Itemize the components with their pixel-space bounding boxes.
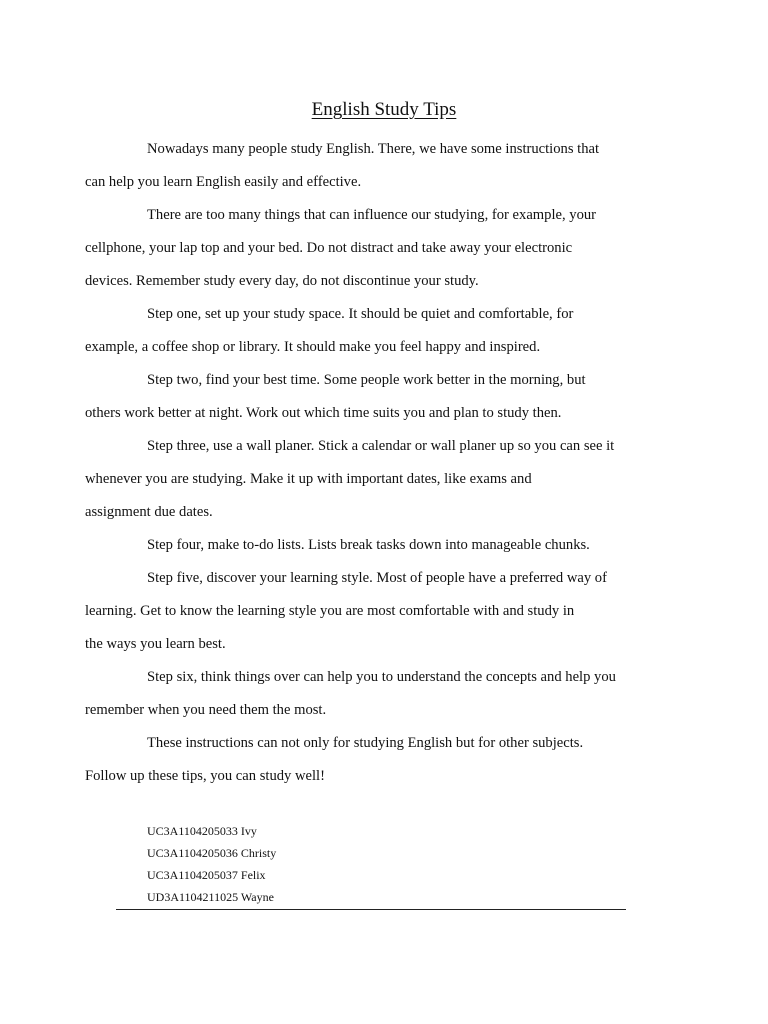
paragraph-line: Step six, think things over can help you to understand the concepts and help you xyxy=(147,669,616,685)
paragraph-line: whenever you are studying. Make it up with important dates, like exams and xyxy=(85,471,532,487)
author-entry: UC3A1104205036 Christy xyxy=(147,846,277,860)
body-paragraph xyxy=(85,430,648,529)
paragraph-line: devices. Remember study every day, do not discontinue your study. xyxy=(85,273,479,289)
author-entry: UC3A1104205033 Ivy xyxy=(147,824,257,838)
paragraph-line: the ways you learn best. xyxy=(85,636,226,652)
paragraph-line: There are too many things that can influence our studying, for example, your xyxy=(147,207,597,223)
body-paragraph xyxy=(85,364,648,430)
body-paragraph xyxy=(85,562,648,661)
paragraph-line: Step four, make to-do lists. Lists break tasks down into manageable chunks. xyxy=(147,537,590,553)
paragraph-line: remember when you need them the most. xyxy=(85,702,327,718)
footer-divider xyxy=(116,909,626,910)
body-paragraph xyxy=(85,727,648,793)
paragraph-line: Nowadays many people study English. There, we have some instructions that xyxy=(147,141,600,157)
paragraph-line: example, a coffee shop or library. It should make you feel happy and inspired. xyxy=(85,339,541,355)
paragraph-line: Step five, discover your learning style. Most of people have a preferred way of xyxy=(147,570,607,586)
body-paragraph xyxy=(85,199,648,298)
paragraph-line: can help you learn English easily and effective. xyxy=(85,174,362,190)
author-entry: UD3A1104211025 Wayne xyxy=(147,890,274,904)
paragraph-line: Step three, use a wall planer. Stick a calendar or wall planer up so you can see it xyxy=(147,438,615,454)
paragraph-line: cellphone, your lap top and your bed. Do not distract and take away your electronic xyxy=(85,240,573,256)
paragraph-line: assignment due dates. xyxy=(85,504,213,520)
document-body xyxy=(85,133,648,793)
paragraph-line: others work better at night. Work out which time suits you and plan to study then. xyxy=(85,405,562,421)
document-title: English Study Tips xyxy=(311,99,457,120)
paragraph-line: These instructions can not only for studying English but for other subjects. xyxy=(147,735,584,751)
body-paragraph xyxy=(85,298,648,364)
paragraph-line: learning. Get to know the learning style you are most comfortable with and study in xyxy=(85,603,575,619)
body-paragraph xyxy=(116,529,648,562)
body-paragraph xyxy=(85,661,648,727)
paragraph-line: Follow up these tips, you can study well! xyxy=(85,768,325,784)
author-entry: UC3A1104205037 Felix xyxy=(147,868,266,882)
body-paragraph xyxy=(85,133,648,199)
paragraph-line: Step two, find your best time. Some people work better in the morning, but xyxy=(147,372,586,388)
paragraph-line: Step one, set up your study space. It should be quiet and comfortable, for xyxy=(147,306,574,322)
author-list xyxy=(147,820,276,908)
